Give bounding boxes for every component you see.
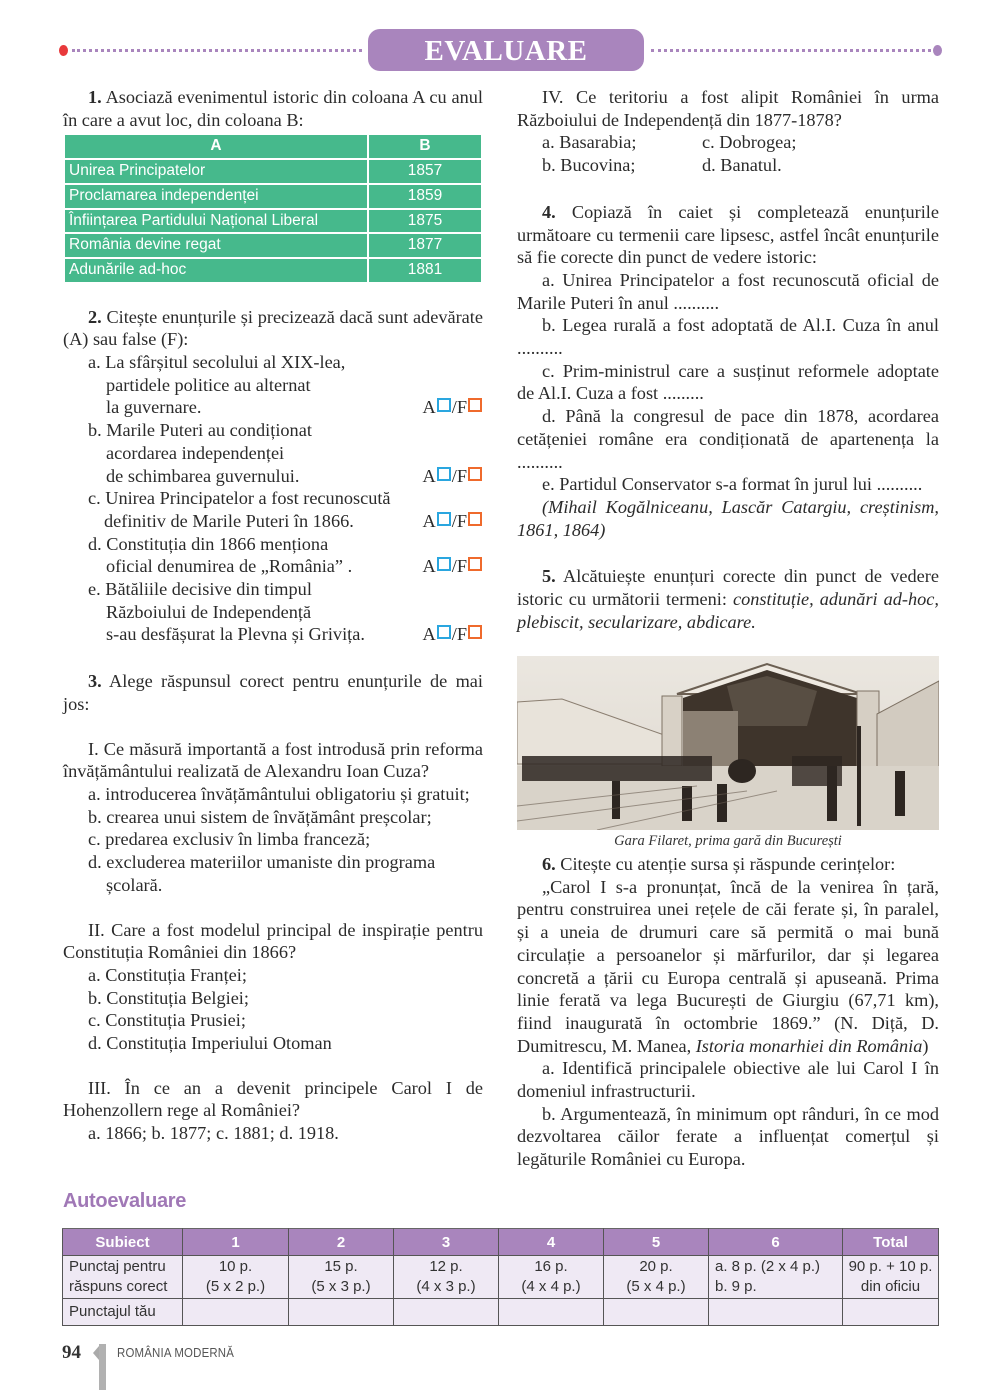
header-total: Total xyxy=(843,1229,939,1256)
row-label: Punctajul tău xyxy=(63,1299,183,1326)
points-value: a. 8 p. (2 x 4 p.) xyxy=(715,1258,821,1275)
points-cell xyxy=(604,1256,709,1299)
row-label: Punctaj pentru răspuns corect xyxy=(63,1256,183,1299)
statement-line: acordarea independenței xyxy=(106,442,285,463)
true-label: A xyxy=(422,510,436,531)
true-false-item xyxy=(63,487,483,532)
page-number: 94 xyxy=(62,1342,81,1363)
false-checkbox[interactable] xyxy=(468,398,482,412)
answer-choices xyxy=(423,465,483,488)
photo-caption: Gara Filaret, prima gară din București xyxy=(614,833,842,849)
option-d: d. excluderea materiilor umaniste din programa școlară. xyxy=(88,852,436,895)
points-breakdown: (4 x 4 p.) xyxy=(521,1278,581,1295)
question-1 xyxy=(63,86,483,284)
true-false-item xyxy=(63,533,483,578)
option-c: c. predarea exclusiv în limba franceză; xyxy=(88,829,371,850)
question-5 xyxy=(517,565,939,633)
table-row xyxy=(64,233,482,258)
points-breakdown: (5 x 2 p.) xyxy=(205,1278,266,1295)
left-column xyxy=(63,86,483,1145)
true-label: A xyxy=(422,397,436,418)
question-4 xyxy=(517,201,939,542)
statement-line: s-au desfășurat la Plevna și Grivița. xyxy=(106,624,365,645)
quote-text: „Carol I s-a pronunțat, încă de la venirea în țară, pentru construirea unei rețele de căi ferate și, în paralel, și a uneia de drumuri care să permită o mai bună circulație a persoanelor și mărfurilor, dar și legarea concretă a țării cu Europa centrală și apuseană. Prima linie ferată va lega București de Giurgiu (67,71 km), fiind inaugurată în octombrie 1869.” (N. Diță, D. Dumitrescu, M. Manea, xyxy=(517,876,939,1056)
subquestion-text: IV. Ce teritoriu a fost alipit României în urma Războiului de Independență din 1877-1878? xyxy=(517,87,939,130)
statement-line: definitiv de Marile Puteri în 1866. xyxy=(104,510,354,531)
table-row xyxy=(64,184,482,209)
question-number: 3. xyxy=(88,671,102,692)
event-cell: Proclamarea independenței xyxy=(64,184,368,209)
header-6: 6 xyxy=(709,1229,843,1256)
statement-line: c. Unirea Principatelor a fost recunoscută xyxy=(88,488,391,509)
question-number: 1. xyxy=(88,87,102,107)
question-text: Alcătuiește enunțuri corecte din punct de vedere istoric cu următorii termeni: xyxy=(517,566,939,610)
source-close: ) xyxy=(922,1035,929,1056)
option-a: a. introducerea învățământului obligatoriu și gratuit; xyxy=(88,783,470,804)
column-a-header: A xyxy=(64,134,368,159)
year-cell: 1881 xyxy=(368,258,482,283)
option-d: d. Constituția Imperiului Otoman xyxy=(88,1033,332,1054)
fill-in-item: a. Unirea Principatelor a fost recunoscută oficial de Marile Puteri în anul .......... xyxy=(517,269,939,313)
true-false-item xyxy=(63,578,483,646)
true-checkbox[interactable] xyxy=(437,512,451,526)
false-checkbox[interactable] xyxy=(468,557,482,571)
points-value: 16 p. xyxy=(534,1258,568,1275)
autoevaluare-title: Autoevaluare xyxy=(63,1190,187,1212)
score-input-5[interactable] xyxy=(604,1299,709,1326)
statement-line: oficial denumirea de „România” . xyxy=(106,556,353,577)
true-label: A xyxy=(422,465,436,486)
scoring-table xyxy=(62,1228,939,1326)
option-d: d. Banatul. xyxy=(702,155,782,176)
question-3 xyxy=(63,670,483,1145)
fill-in-item: b. Legea rurală a fost adoptată de Al.I. Cuza în anul .......... xyxy=(517,315,939,359)
event-cell: Unirea Principatelor xyxy=(64,159,368,184)
header-dot-left xyxy=(59,45,68,56)
points-value: 10 p. xyxy=(218,1258,253,1275)
points-breakdown: (5 x 3 p.) xyxy=(311,1278,371,1295)
year-cell: 1877 xyxy=(368,233,482,258)
header-dot-right xyxy=(933,45,942,56)
year-cell: 1875 xyxy=(368,209,482,234)
points-breakdown: (4 x 3 p.) xyxy=(416,1278,476,1295)
false-label: /F xyxy=(451,465,467,486)
statement-line: e. Bătăliile decisive din timpul xyxy=(88,579,312,600)
false-label: /F xyxy=(451,556,467,577)
page-marker-bar xyxy=(99,1344,106,1390)
answer-choices xyxy=(423,555,483,578)
false-label: /F xyxy=(451,624,467,645)
subquestion-I: I. Ce măsură importantă a fost introdusă prin reforma învățământului realizată de Alexandru Ioan Cuza? xyxy=(63,738,483,782)
event-cell: Adunările ad-hoc xyxy=(64,258,368,283)
statement-line: d. Constituția din 1866 menționa xyxy=(88,533,329,554)
year-cell: 1857 xyxy=(368,159,482,184)
points-breakdown: b. 9 p. xyxy=(715,1278,757,1295)
true-label: A xyxy=(422,556,436,577)
question-number: 6. xyxy=(542,854,556,874)
question-text: Alege răspunsul corect pentru enunțurile de mai jos: xyxy=(63,671,483,714)
task-b: b. Argumentează, în minimum opt rânduri, în ce mod dezvoltarea căilor ferate a influențat comerțul și legăturile României cu Europa. xyxy=(517,1103,939,1170)
score-input-total[interactable] xyxy=(843,1299,939,1326)
false-checkbox[interactable] xyxy=(468,467,482,481)
matching-table xyxy=(63,133,483,283)
question-number: 2. xyxy=(88,306,102,327)
table-row-your-score xyxy=(63,1299,939,1326)
true-checkbox[interactable] xyxy=(437,467,451,481)
score-input-3[interactable] xyxy=(394,1299,499,1326)
header-subiect: Subiect xyxy=(63,1229,183,1256)
statement-line: la guvernare. xyxy=(106,397,202,418)
question-text: Citește cu atenție sursa și răspunde cerințelor: xyxy=(555,854,896,874)
answer-choices xyxy=(423,396,483,419)
year-cell: 1859 xyxy=(368,184,482,209)
option-b: b. Constituția Belgiei; xyxy=(88,987,249,1008)
points-breakdown: (5 x 4 p.) xyxy=(626,1278,686,1295)
option-a: a. Basarabia; xyxy=(542,132,637,153)
points-cell xyxy=(289,1256,394,1299)
page-title: EVALUARE xyxy=(368,29,644,71)
terms-list: constituție, adunări ad-hoc, plebiscit, secularizare, abdicare. xyxy=(517,589,939,632)
question-number: 5. xyxy=(542,566,556,587)
option-c: c. Constituția Prusiei; xyxy=(88,1010,246,1031)
header-1: 1 xyxy=(183,1229,289,1256)
points-cell xyxy=(499,1256,604,1299)
true-checkbox[interactable] xyxy=(437,625,451,639)
score-input-1[interactable] xyxy=(183,1299,289,1326)
points-cell xyxy=(394,1256,499,1299)
subquestion-III: III. În ce an a devenit principele Carol I de Hohenzollern rege al României? xyxy=(63,1077,483,1121)
question-text: Copiază în caiet și completează enunțurile următoare cu termenii care lipsesc, astfel încât enunțurile să fie corecte din punct de vedere istoric: xyxy=(517,201,939,268)
statement-line: de schimbarea guvernului. xyxy=(106,465,300,486)
fill-in-item: d. Până la congresul de pace din 1878, acordarea cetățeniei române era condiționată de apartenența la .......... xyxy=(517,406,939,472)
question-2 xyxy=(63,306,483,647)
question-number: 4. xyxy=(542,201,556,222)
train-station-image xyxy=(517,656,939,830)
question-text: Asociază evenimentul istoric din coloana A cu anul în care a avut loc, din coloana B: xyxy=(63,87,483,130)
answer-choices xyxy=(423,623,483,646)
column-b-header: B xyxy=(368,134,482,159)
header-5: 5 xyxy=(604,1229,709,1256)
answer-choices xyxy=(423,510,483,533)
points-value: 12 p. xyxy=(429,1258,463,1275)
table-row-points xyxy=(63,1256,939,1299)
option-b: b. crearea unui sistem de învățământ preșcolar; xyxy=(88,806,432,827)
subquestion-II: II. Care a fost modelul principal de inspirație pentru Constituția României din 1866? xyxy=(63,919,483,963)
false-checkbox[interactable] xyxy=(468,625,482,639)
false-label: /F xyxy=(451,510,467,531)
question-text: Citește enunțurile și precizează dacă sunt adevărate (A) sau false (F): xyxy=(63,306,483,350)
source-title: Istoria monarhiei din România xyxy=(695,1035,923,1056)
points-value: 15 p. xyxy=(324,1258,358,1275)
option-c: c. Dobrogea; xyxy=(702,132,797,153)
true-false-item xyxy=(63,351,483,419)
points-cell xyxy=(709,1256,843,1299)
statement-line: b. Marile Puteri au condiționat xyxy=(88,420,312,441)
false-checkbox[interactable] xyxy=(468,512,482,526)
source-quote xyxy=(517,876,939,1058)
true-checkbox[interactable] xyxy=(437,557,451,571)
statement-line: Războiului de Independență xyxy=(106,601,312,622)
statement-line: a. La sfârșitul secolului al XIX-lea, xyxy=(88,352,346,373)
header-dotted-line-right xyxy=(651,49,931,52)
header-4: 4 xyxy=(499,1229,604,1256)
true-checkbox[interactable] xyxy=(437,398,451,412)
table-row xyxy=(64,209,482,234)
score-input-2[interactable] xyxy=(289,1299,394,1326)
score-input-4[interactable] xyxy=(499,1299,604,1326)
fill-in-item: e. Partidul Conservator s-a format în jurul lui .......... xyxy=(542,474,923,495)
question-6 xyxy=(517,853,939,1171)
event-cell: România devine regat xyxy=(64,233,368,258)
header-3: 3 xyxy=(394,1229,499,1256)
options-inline: a. 1866; b. 1877; c. 1881; d. 1918. xyxy=(88,1123,339,1144)
statement-line: partidele politice au alternat xyxy=(106,374,311,395)
option-b: b. Bucovina; xyxy=(542,155,636,176)
terms-list: (Mihail Kogălniceanu, Lascăr Catargiu, creștinism, 1861, 1864) xyxy=(517,496,939,540)
table-row xyxy=(64,258,482,283)
true-label: A xyxy=(422,624,436,645)
option-a: a. Constituția Franței; xyxy=(88,964,247,985)
fill-in-item: c. Prim-ministrul care a susținut reformele adoptate de Al.I. Cuza a fost ......... xyxy=(517,360,939,404)
event-cell: Înființarea Partidului Național Liberal xyxy=(64,209,368,234)
table-row xyxy=(64,159,482,184)
false-label: /F xyxy=(451,397,467,418)
score-input-6[interactable] xyxy=(709,1299,843,1326)
subquestion-IV xyxy=(517,86,939,177)
points-value: 90 p. + 10 p. xyxy=(848,1258,933,1275)
points-value: 20 p. xyxy=(639,1258,673,1275)
historical-photo-gara-filaret xyxy=(517,656,939,830)
right-column xyxy=(517,86,939,633)
header-dotted-line-left xyxy=(72,49,362,52)
true-false-item xyxy=(63,419,483,487)
header-2: 2 xyxy=(289,1229,394,1256)
points-cell xyxy=(183,1256,289,1299)
points-breakdown: din oficiu xyxy=(860,1278,921,1295)
points-cell-total xyxy=(843,1256,939,1299)
task-a: a. Identifică principalele obiective ale lui Carol I în domeniul infrastructurii. xyxy=(517,1058,939,1102)
chapter-title: ROMÂNIA MODERNĂ xyxy=(117,1345,235,1360)
